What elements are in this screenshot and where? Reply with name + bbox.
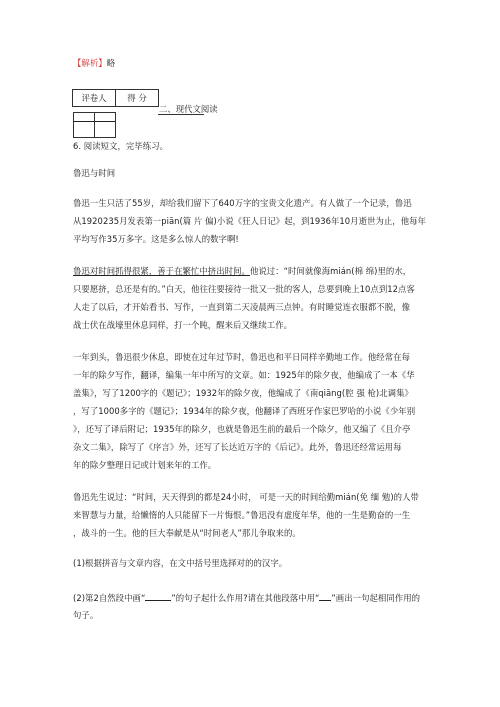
score-header: 得 分 [116,90,159,107]
score-table [72,89,159,126]
p2-line-2: 只要愿挤，总还是有的。”白天，他往往要接待一批又一批的客人，总要到晚上10点到12点客 [73,284,415,294]
q2-part-b: ”的句子起什么作用?请在其他段落中用“ [171,593,320,603]
p3-line-6: 杂文二集》，除写了《序言》外，还写了长达近万字的《后记》。此外，鲁迅还经常运用每 [73,442,402,452]
p3-line-2: 一年的除夕写作，翻译，编集一年中所写的文章。如：1925年的除夕夜，他编成了一本《华 [73,370,415,380]
reviewer-cell[interactable] [73,113,94,138]
p1-line-3: 平均写作35万多字。这是多么惊人的数字啊! [73,234,239,244]
p3-line-3: 盖集》，写了1200字的《题记》；1932年的除夕夜，他编成了《南qiāng(腔 强 枪)北调集》 [73,388,413,398]
p2-underlined-sentence: 鲁迅对时间抓得很紧，善于在繁忙中挤出时间。 [73,266,250,276]
p1-line-1: 鲁迅一生只活了55岁，却给我们留下了640万字的宝贵文化遗产。有人做了一个记录，鲁迅 [73,198,412,208]
p2-line-1 [73,265,411,277]
p1-line-2: 从1920235月发表第一piān(篇 片 偏)小说《狂人日记》起，到1936年10月逝世为止，他每年 [73,216,427,226]
q2-part-a: (2)第2自然段中画“ [73,593,146,603]
q2-answer-blank-1[interactable] [145,591,171,601]
analysis-text: 略 [106,58,116,68]
question-2-line-2: 句子。 [73,610,99,620]
q2-answer-blank-2[interactable] [319,591,331,601]
q2-part-c: ”画出一句起相同作用的 [331,593,421,603]
question-1: (1)根据拼音与文章内容，在文中括号里选择对的的汉字。 [73,558,288,568]
reviewer-header: 评卷人 [73,90,116,107]
p2-line-4: 战士伏在战壕里休息同样，打一个盹，醒来后又继续工作。 [73,320,293,330]
p3-line-7: 年的除夕整理日记或计划来年的工作。 [73,460,217,470]
p3-line-1: 一年到头，鲁迅很少休息，即使在过年过节时，鲁迅也和平日同样辛勤地工作。他经常在每 [73,352,410,362]
p3-line-4: ，写了1000多字的《题记》；1934年的除夕夜，他翻译了西班牙作家巴罗哈的小说《少年别 [73,406,416,416]
question-intro: 6. 阅读短文，完毕练习。 [73,141,169,151]
p2-line-1-rest: 他说过：“时间就像海mián(棉 绵)里的水， [249,266,412,276]
p4-line-1: 鲁迅先生说过：“时间，天天得到的都是24小时， 可是一天的时间给勤mián(免 缅 勉)的人带 [73,492,419,502]
analysis-tag: 【解析】 [73,58,107,68]
analysis-line [73,57,115,69]
p4-line-2: 来智慧与力量，给懒惰的人只能留下一片悔恨。”鲁迅没有虚度年华，他的一生是勤奋的一生 [73,510,411,520]
passage-title: 鲁迅与时间 [73,168,116,178]
question-2-line-1 [73,591,420,604]
score-cell[interactable] [94,113,115,138]
p4-line-3: ，战斗的一生。他的巨大奉献是从“时间老人”那儿争取来的。 [73,528,301,538]
p2-line-3: 人走了以后，才开始看书、写作，一直到第二天凌晨两三点钟。有时睡觉连衣服都不脱，像 [73,302,410,312]
section-rule [158,114,204,115]
p3-line-5: 》，还写了译后附记；1935年的除夕，也就是鲁迅生前的最后一个除夕，他又编了《且介亭 [73,424,411,434]
section-title: 二、现代文阅读 [159,104,218,114]
